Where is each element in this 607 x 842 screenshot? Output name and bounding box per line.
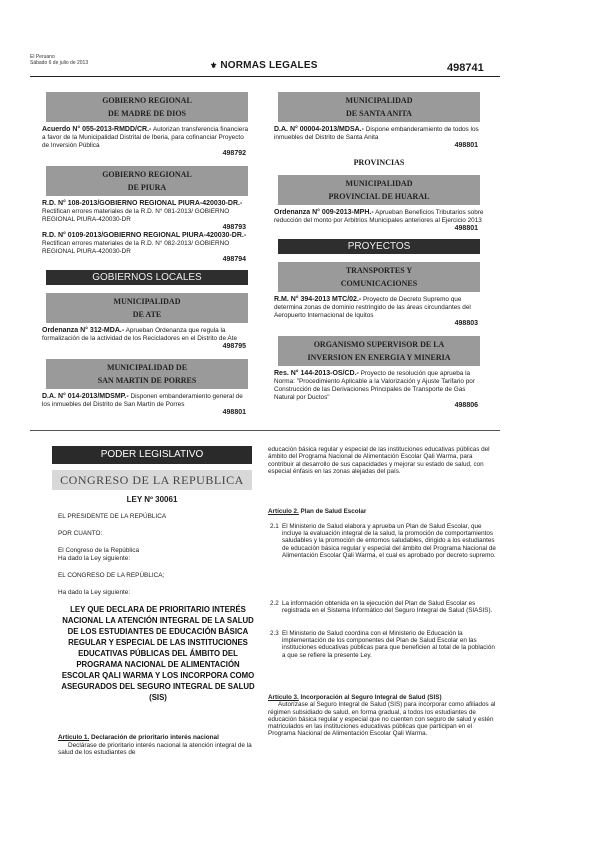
- agency-line: DE MADRE DE DIOS: [107, 109, 186, 118]
- por-cuanto: POR CUANTO:: [58, 530, 103, 537]
- summary-entry[interactable]: [274, 296, 484, 328]
- summary-entry[interactable]: [42, 200, 252, 232]
- agency-line: MUNICIPALIDAD: [113, 297, 181, 306]
- summary-block: [268, 92, 490, 150]
- agency-header: [278, 336, 480, 366]
- law-title: LEY QUE DECLARA DE PRIORITARIO INTERÉS NACIONAL LA ATENCIÓN INTEGRAL DE LA SALUD DE LOS ESTUDIANTES DE EDUCACIÓN BÁSICA REGULAR Y ESPECIAL DE LAS INSTITUCIONES EDUCATIVAS PÚBLICAS DEL ÁMBITO DEL PROGRAMA NACIONAL DE ALIMENTACIÓN ESCOLAR QALI WARMA Y LOS INCORPORA COMO ASEGURADOS DEL SEGURO INTEGRAL DE SALUD (SIS): [61, 605, 255, 702]
- agency-header: [46, 293, 248, 323]
- section-title-text: NORMAS LEGALES: [220, 60, 318, 71]
- summary-block: [268, 175, 490, 233]
- page-number: 498741: [447, 62, 484, 74]
- entry-text: Rectifican errores materiales de la R.D. N° 082-2013/ GOBIERNO REGIONAL PIURA-420030-DR: [42, 240, 230, 255]
- entry-page: 498794: [222, 256, 246, 263]
- agency-header: [46, 359, 248, 389]
- masthead: [30, 54, 88, 66]
- agency-header: [278, 92, 480, 122]
- article-item: [270, 630, 496, 659]
- article-1: [58, 734, 254, 757]
- summary-block: [36, 92, 258, 158]
- article-3-text: Autorízase al Seguro Integral de Salud (SIS) para incorporar como afiliados al régimen subsidiado de salud, en forma gradual, a todos los estudiantes de educación básica regular y especial que no cuenten con seguro de salud y estén matriculados en las instituciones educativas públicas que participan en el Programa Nacional de Alimentación Escolar Qali Warma.: [268, 701, 496, 738]
- entry-text: Disponen embanderamiento general de los inmuebles del Distrito de San Martín de Porres: [42, 393, 243, 408]
- article-2-title: Plan de Salud Escolar: [298, 508, 367, 515]
- article-3: [268, 694, 496, 738]
- agency-header: [278, 175, 480, 205]
- summary-left-column: [36, 84, 258, 417]
- article-item: [270, 600, 496, 615]
- entry-text: Proyecto de Decreto Supremo que determina zonas de dominio restringido de las áreas circundantes del Aeropuerto Internacional de Iquitos: [274, 296, 471, 319]
- agency-line: PROVINCIAL DE HUARAL: [328, 192, 430, 201]
- congreso-dado-1: El Congreso de la República: [58, 547, 139, 554]
- agency-line: ORGANISMO SUPERVISOR DE LA: [313, 340, 445, 349]
- summary-entry[interactable]: [42, 393, 252, 417]
- summary-entry[interactable]: [42, 327, 252, 351]
- article-1-continuation: educación básica regular y especial de las instituciones educativas públicas del ámbito del Programa Nacional de Alimentación Escolar Qali Warma, para contribuir al desarrollo de sus capacidades y mejorar su estado de salud, con especial énfasis en las zonas alejadas del país.: [268, 446, 490, 475]
- summary-right-column: [268, 84, 490, 410]
- gobiernos-locales-banner: GOBIERNOS LOCALES: [46, 270, 248, 285]
- item-number: 2.3: [270, 630, 279, 637]
- summary-block: [36, 166, 258, 264]
- entry-text: Dispone embanderamiento de todos los inmuebles del Distrito de Santa Anita: [274, 126, 479, 141]
- summary-block: [268, 336, 490, 410]
- summary-entry[interactable]: [274, 209, 484, 233]
- law-number: LEY Nº 30061: [126, 495, 178, 504]
- entry-page: 498801: [454, 225, 478, 232]
- entry-text: Proyecto de resolución que aprueba la Norma: "Procedimiento Aplicable a la Valorización y Ajuste Tarifario por Construcción de las Derivaciones Principales de Transporte de Gas Natural por Ductos": [274, 370, 475, 401]
- entry-text: Aprueban Ordenanza que regula la formalización de la actividad de los Recicladores en el Distrito de Ate: [42, 327, 238, 342]
- agency-line: TRANSPORTES Y: [345, 266, 413, 275]
- entry-id: Res. N° 144-2013-OS/CD.-: [274, 370, 359, 377]
- proyectos-banner: PROYECTOS: [278, 239, 480, 254]
- entry-page: 498793: [222, 224, 246, 231]
- agency-header: [46, 166, 248, 196]
- congreso-banner: CONGRESO DE LA REPUBLICA: [52, 470, 252, 490]
- entry-text: Autorizan transferencia financiera a favor de la Municipalidad Distrital de Iberia, para cofinanciar Proyecto de Inversión Pública: [42, 126, 249, 149]
- entry-id: R.D. N° 0109-2013/GOBIERNO REGIONAL PIURA-420030-DR.-: [42, 232, 247, 239]
- summary-block: [36, 359, 258, 417]
- entry-page: 498795: [222, 343, 246, 350]
- agency-line: DE SANTA ANITA: [346, 109, 412, 118]
- el-congreso: EL CONGRESO DE LA REPÚBLICA;: [58, 572, 165, 579]
- entry-id: R.M. N° 394-2013 MTC/02.-: [274, 296, 362, 303]
- article-2-head: Artículo 2.: [268, 508, 299, 515]
- agency-line: MUNICIPALIDAD: [345, 96, 413, 105]
- emblem-icon: ⚜: [210, 61, 218, 70]
- entry-id: D.A. N° 00004-2013/MDSA.-: [274, 126, 364, 133]
- ha-dado: Ha dado la Ley siguiente:: [58, 589, 131, 596]
- provincias-heading: PROVINCIAS: [353, 158, 405, 167]
- article-1-text: Declárase de prioritario interés nacional la atención integral de la salud de los estudiantes de: [58, 741, 252, 756]
- agency-line: MUNICIPALIDAD: [345, 179, 413, 188]
- summary-block: [268, 262, 490, 328]
- entry-text: Rectifican errores materiales de la R.D. N° 081-2013/ GOBIERNO REGIONAL PIURA-420030-DR: [42, 208, 230, 223]
- presidente-line: EL PRESIDENTE DE LA REPÚBLICA: [58, 513, 167, 520]
- entry-page: 498803: [454, 320, 478, 327]
- item-number: 2.2: [270, 600, 279, 607]
- entry-page: 498806: [454, 402, 478, 409]
- entry-page: 498801: [222, 409, 246, 416]
- agency-line: INVERSION EN ENERGIA Y MINERIA: [307, 353, 451, 362]
- item-number: 2.1: [270, 523, 279, 530]
- agency-line: SAN MARTIN DE PORRES: [97, 376, 197, 385]
- agency-line: COMUNICACIONES: [340, 279, 418, 288]
- entry-text: Aprueban Beneficios Tributarios sobre reducción del monto por Arbitrios Municipales anteriores al Ejercicio 2013: [274, 209, 484, 224]
- article-3-head: Artículo 3.: [268, 694, 299, 701]
- entry-id: Acuerdo N° 055-2013-RMDD/CR.-: [42, 126, 152, 133]
- summary-entry[interactable]: [274, 370, 484, 410]
- congreso-dado-2: Ha dado la Ley siguiente:: [58, 555, 131, 562]
- item-text: El Ministerio de Salud coordina con el Ministerio de Educación la implementación de los componentes del Plan de Salud Escolar en las instituciones educativas públicas para que beneficien al total de la población a que se refiere la presente Ley.: [282, 630, 495, 659]
- poder-legislativo-banner: PODER LEGISLATIVO: [52, 446, 252, 464]
- article-1-title: Declaración de prioritario interés nacional: [89, 734, 219, 741]
- issue-date: Sábado 6 de julio de 2013: [30, 60, 89, 66]
- item-text: La información obtenida en la ejecución del Plan de Salud Escolar es registrada en el Sistema Informático del Seguro Integral de Salud (SIASIS).: [282, 600, 493, 615]
- summary-entry[interactable]: [42, 232, 252, 264]
- entry-id: Ordenanza N° 009-2013-MPH.-: [274, 209, 374, 216]
- summary-block: [36, 293, 258, 351]
- entry-page: 498801: [454, 142, 478, 149]
- summary-divider: [30, 430, 500, 431]
- agency-line: GOBIERNO REGIONAL: [102, 96, 192, 105]
- agency-line: DE ATE: [132, 310, 162, 319]
- entry-id: D.A. N° 014-2013/MDSMP.-: [42, 393, 129, 400]
- article-1-heading: Artículo 1.: [58, 734, 90, 741]
- article-3-title: Incorporación al Seguro Integral de Salud (SIS): [298, 694, 442, 701]
- entry-page: 498792: [222, 150, 246, 157]
- article-item: [270, 523, 496, 559]
- section-title: [210, 60, 318, 71]
- summary-entry[interactable]: [274, 126, 484, 150]
- agency-line: MUNICIPALIDAD DE: [106, 363, 188, 372]
- header-rule: [30, 76, 500, 77]
- agency-header: [46, 92, 248, 122]
- summary-entry[interactable]: [42, 126, 252, 158]
- agency-header: [278, 262, 480, 292]
- item-text: El Ministerio de Salud elabora y aprueba un Plan de Salud Escolar, que incluye la evaluación integral de la salud, la promoción de comportamientos saludables y la promoción de entornos saludables, dirigido a los estudiantes de educación básica regular y especial del ámbito del Programa Nacional de Alimentación Escolar Qali Warma, el cual es aprobado por decreto supremo.: [282, 523, 496, 559]
- agency-line: DE PIURA: [127, 183, 167, 192]
- agency-line: GOBIERNO REGIONAL: [102, 170, 192, 179]
- entry-id: Ordenanza N° 312-MDA.-: [42, 327, 125, 334]
- entry-id: R.D. N° 108-2013/GOBIERNO REGIONAL PIURA-420030-DR.-: [42, 200, 243, 207]
- article-2-heading: [268, 508, 496, 515]
- paper-name: El Peruano: [30, 54, 55, 60]
